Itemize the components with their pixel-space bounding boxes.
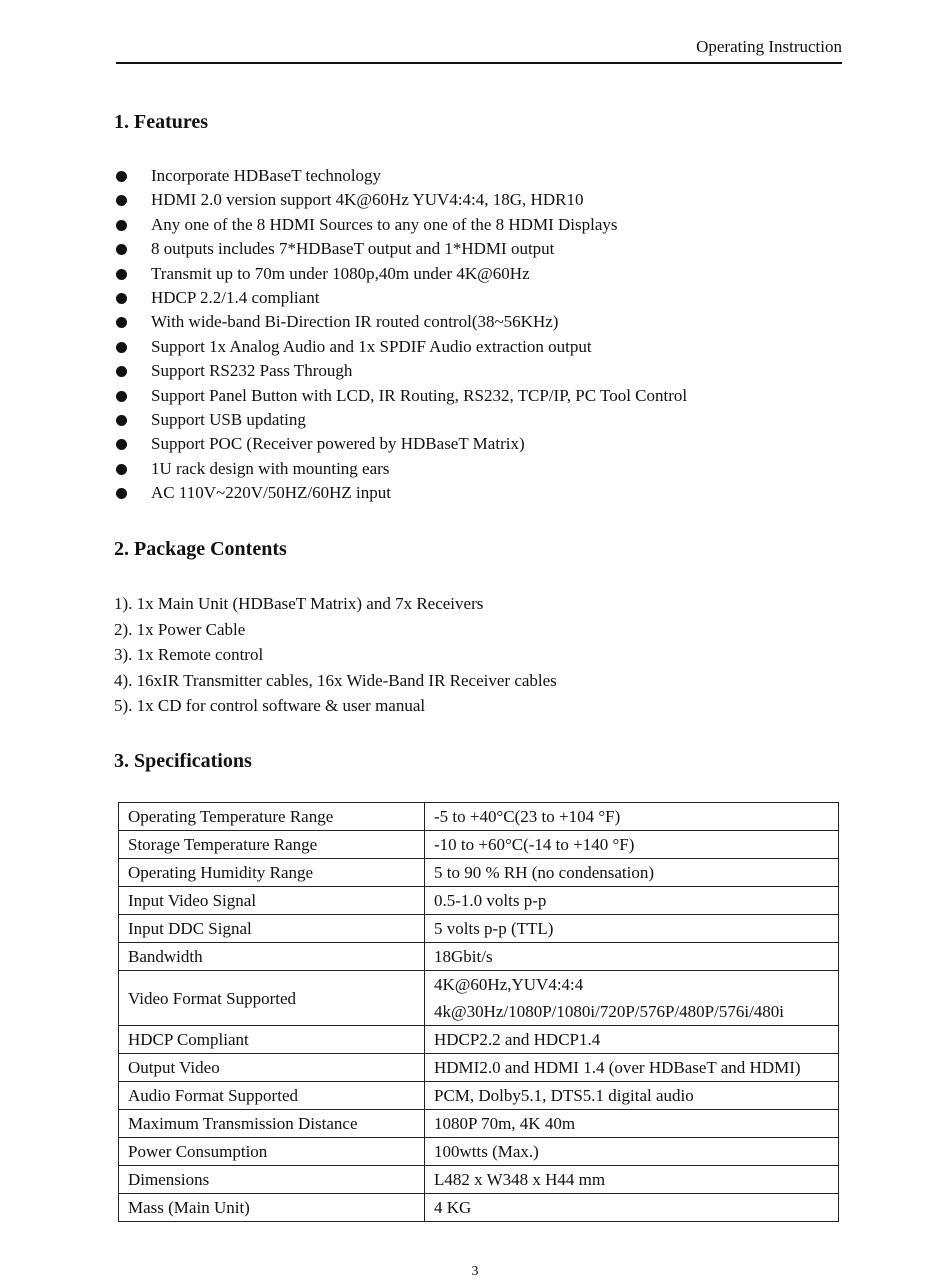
feature-text: AC 110V~220V/50HZ/60HZ input [151,483,391,503]
feature-item [114,310,687,334]
bullet-icon [116,415,127,426]
table-row [119,1194,839,1222]
feature-item [114,335,687,359]
bullet-icon [116,244,127,255]
feature-item [114,286,687,310]
feature-item [114,384,687,408]
feature-text: Support POC (Receiver powered by HDBaseT Matrix) [151,434,525,454]
feature-item [114,481,687,505]
spec-parameter: Video Format Supported [119,971,425,1026]
specifications-heading: 3. Specifications [114,750,252,772]
bullet-icon [116,439,127,450]
spec-value: 0.5-1.0 volts p-p [425,887,839,915]
spec-value: 18Gbit/s [425,943,839,971]
feature-item [114,408,687,432]
spec-value: -10 to +60°C(-14 to +140 °F) [425,831,839,859]
spec-parameter: Maximum Transmission Distance [119,1110,425,1138]
feature-text: Support 1x Analog Audio and 1x SPDIF Audio extraction output [151,336,592,356]
feature-text: 8 outputs includes 7*HDBaseT output and 1*HDMI output [151,239,555,259]
bullet-icon [116,195,127,206]
table-row [119,887,839,915]
table-row [119,1138,839,1166]
table-row [119,831,839,859]
spec-value: 4 KG [425,1194,839,1222]
spec-parameter: Dimensions [119,1166,425,1194]
spec-parameter: Output Video [119,1054,425,1082]
spec-parameter: Operating Humidity Range [119,859,425,887]
spec-parameter: Storage Temperature Range [119,831,425,859]
spec-value: 5 to 90 % RH (no condensation) [425,859,839,887]
running-header [116,36,842,64]
spec-value: 1080P 70m, 4K 40m [425,1110,839,1138]
feature-item [114,164,687,188]
table-row [119,1026,839,1054]
bullet-icon [116,317,127,328]
bullet-icon [116,464,127,475]
table-row [119,1054,839,1082]
feature-item [114,457,687,481]
table-row [119,1166,839,1194]
spec-value: 100wtts (Max.) [425,1138,839,1166]
feature-item [114,188,687,212]
spec-value-line: 4K@60Hz,YUV4:4:4 [434,975,584,994]
spec-value [425,971,839,1026]
bullet-icon [116,488,127,499]
feature-text: With wide-band Bi-Direction IR routed control(38~56KHz) [151,312,559,332]
spec-parameter: Input Video Signal [119,887,425,915]
feature-item [114,237,687,261]
spec-parameter: Bandwidth [119,943,425,971]
spec-parameter: Operating Temperature Range [119,803,425,831]
feature-text: HDMI 2.0 version support 4K@60Hz YUV4:4:4, 18G, HDR10 [151,190,584,210]
bullet-icon [116,366,127,377]
spec-parameter: Audio Format Supported [119,1082,425,1110]
feature-text: HDCP 2.2/1.4 compliant [151,287,320,307]
features-list [114,164,687,505]
table-row [119,943,839,971]
page-number: 3 [471,1264,479,1279]
feature-item [114,432,687,456]
bullet-icon [116,269,127,280]
feature-text: 1U rack design with mounting ears [151,458,390,478]
feature-text: Any one of the 8 HDMI Sources to any one of the 8 HDMI Displays [151,214,618,234]
bullet-icon [116,293,127,304]
table-row [119,971,839,1026]
feature-text: Support USB updating [151,409,306,429]
features-heading: 1. Features [114,111,209,133]
spec-value: -5 to +40°C(23 to +104 °F) [425,803,839,831]
table-row [119,859,839,887]
package-contents-heading: 2. Package Contents [114,538,287,560]
feature-text: Support Panel Button with LCD, IR Routing, RS232, TCP/IP, PC Tool Control [151,385,688,405]
spec-parameter: Mass (Main Unit) [119,1194,425,1222]
feature-item [114,262,687,286]
table-row [119,1110,839,1138]
package-contents-list [114,592,557,720]
spec-parameter: Power Consumption [119,1138,425,1166]
spec-value: 5 volts p-p (TTL) [425,915,839,943]
spec-value: PCM, Dolby5.1, DTS5.1 digital audio [425,1082,839,1110]
feature-text: Support RS232 Pass Through [151,361,353,381]
bullet-icon [116,220,127,231]
spec-value: HDMI2.0 and HDMI 1.4 (over HDBaseT and HDMI) [425,1054,839,1082]
package-item: 1). 1x Main Unit (HDBaseT Matrix) and 7x Receivers [114,594,484,613]
document-title: Operating Instruction [696,37,842,56]
bullet-icon [116,171,127,182]
spec-parameter: HDCP Compliant [119,1026,425,1054]
package-item: 5). 1x CD for control software & user manual [114,696,426,715]
package-item: 3). 1x Remote control [114,645,264,664]
table-row [119,1082,839,1110]
table-row [119,915,839,943]
feature-item [114,359,687,383]
spec-value: HDCP2.2 and HDCP1.4 [425,1026,839,1054]
specifications-table [118,802,839,1222]
spec-parameter: Input DDC Signal [119,915,425,943]
bullet-icon [116,391,127,402]
package-item: 2). 1x Power Cable [114,619,246,639]
feature-text: Transmit up to 70m under 1080p,40m under 4K@60Hz [151,263,530,283]
bullet-icon [116,342,127,353]
table-row [119,803,839,831]
spec-value-line: 4k@30Hz/1080P/1080i/720P/576P/480P/576i/480i [434,1002,785,1021]
feature-item [114,213,687,237]
feature-text: Incorporate HDBaseT technology [151,166,382,185]
package-item: 4). 16xIR Transmitter cables, 16x Wide-Band IR Receiver cables [114,670,557,690]
spec-value: L482 x W348 x H44 mm [425,1166,839,1194]
